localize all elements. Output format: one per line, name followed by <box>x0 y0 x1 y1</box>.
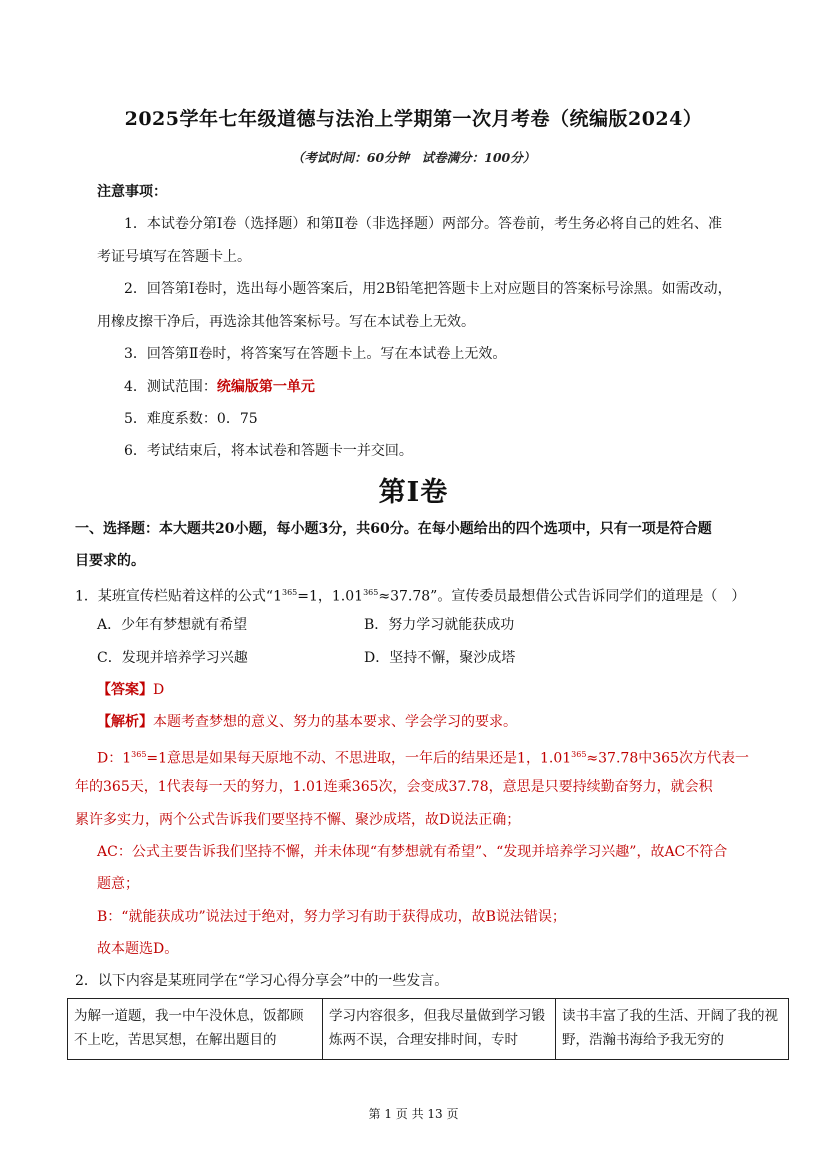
q1-analysis <box>97 712 517 732</box>
section-instruction-1: 一、选择题：本大题共20小题，每小题3分，共60分。在每小题给出的四个选项中，只有一项是符合题 <box>75 521 712 537</box>
answer-value: D <box>153 682 165 698</box>
q1-option-b: B．努力学习就能获成功 <box>364 617 515 633</box>
d-line-part-b: =1意思是如果每天原地不动、不思进取，一年后的结果还是1，1.01 <box>146 750 572 767</box>
notice-heading: 注意事项： <box>97 184 167 200</box>
notice-line-1: 1．本试卷分第Ⅰ卷（选择题）和第Ⅱ卷（非选择题）两部分。答卷前，考生务必将自己的姓名、准 <box>124 216 722 232</box>
section-title: 第Ⅰ卷 <box>378 477 449 508</box>
q1-option-c: C．发现并培养学习兴趣 <box>97 650 248 666</box>
analysis-ac-line-2: 题意； <box>97 876 139 892</box>
quote-cell-2: 学习内容很多，但我尽量做到学习锻炼两不误，合理安排时间，专时 <box>323 999 556 1060</box>
analysis-d-line-2: 年的365天，1代表每一天的努力，1.01连乘365次，会变成37.78，意思是只要持续勤奋努力，就会积 <box>75 779 713 795</box>
analysis-ac-line-1: AC：公式主要告诉我们坚持不懈，并未体现“有梦想就有希望”、“发现并培养学习兴趣”，故AC不符合 <box>97 844 728 860</box>
notice-line-4 <box>124 377 315 397</box>
d-exponent-2: 365 <box>571 750 587 759</box>
q1-stem-part-c: ≈37.78”。宣传委员最想借公式告诉同学们的道理是（ ） <box>378 588 746 605</box>
table-row <box>68 999 789 1060</box>
d-exponent-1: 365 <box>131 750 147 759</box>
notice-line-2: 2．回答第Ⅰ卷时，选出每小题答案后，用2B铅笔把答题卡上对应题目的答案标号涂黑。如需改动， <box>124 281 732 297</box>
q1-option-d: D．坚持不懈，聚沙成塔 <box>364 650 516 666</box>
analysis-intro: 本题考查梦想的意义、努力的基本要求、学会学习的要求。 <box>153 714 517 730</box>
analysis-d-line-3: 累许多实力，两个公式告诉我们要坚持不懈、聚沙成塔，故D说法正确； <box>75 812 521 828</box>
question-1-stem <box>75 583 745 607</box>
q1-answer <box>97 680 164 700</box>
analysis-conclusion: 故本题选D。 <box>97 941 179 957</box>
exam-subtitle: （考试时间：60分钟 试卷满分：100分） <box>291 150 536 165</box>
question-2-stem: 2．以下内容是某班同学在“学习心得分享会”中的一些发言。 <box>75 973 449 989</box>
q1-option-a: A．少年有梦想就有希望 <box>97 617 248 633</box>
analysis-label: 【解析】 <box>97 714 153 730</box>
notice-line-5: 5．难度系数：0．75 <box>124 411 258 427</box>
analysis-d-line-1 <box>97 745 749 769</box>
q1-stem-part-a: 1．某班宣传栏贴着这样的公式“1 <box>75 588 282 605</box>
quote-cell-3: 读书丰富了我的生活、开阔了我的视野，浩瀚书海给予我无穷的 <box>556 999 789 1060</box>
page-footer: 第 1 页 共 13 页 <box>368 1107 459 1121</box>
q1-exponent-2: 365 <box>363 588 379 597</box>
q1-stem-part-b: =1，1.01 <box>297 588 364 605</box>
notice-line-1-cont: 考证号填写在答题卡上。 <box>97 249 251 265</box>
q1-exponent-1: 365 <box>281 588 298 597</box>
notice-line-3: 3．回答第Ⅱ卷时，将答案写在答题卡上。写在本试卷上无效。 <box>124 346 507 362</box>
section-instruction-2: 目要求的。 <box>75 553 145 569</box>
d-line-part-c: ≈37.78中365次方代表一 <box>586 750 749 767</box>
answer-label: 【答案】 <box>97 682 153 698</box>
notice-line-6: 6．考试结束后，将本试卷和答题卡一并交回。 <box>124 443 413 459</box>
d-line-part-a: D：1 <box>97 750 132 767</box>
range-label: 4．测试范围： <box>124 379 217 395</box>
quote-cell-1: 为解一道题，我一中午没休息，饭都顾不上吃，苦思冥想，在解出题目的 <box>68 999 323 1060</box>
notice-line-2-cont: 用橡皮擦干净后，再选涂其他答案标号。写在本试卷上无效。 <box>97 314 475 330</box>
exam-title: 2025学年七年级道德与法治上学期第一次月考卷（统编版2024） <box>124 108 703 130</box>
q2-quote-table <box>67 998 789 1060</box>
range-value: 统编版第一单元 <box>216 379 315 395</box>
analysis-b-line: B：“就能获成功”说法过于绝对，努力学习有助于获得成功，故B说法错误； <box>97 909 566 925</box>
